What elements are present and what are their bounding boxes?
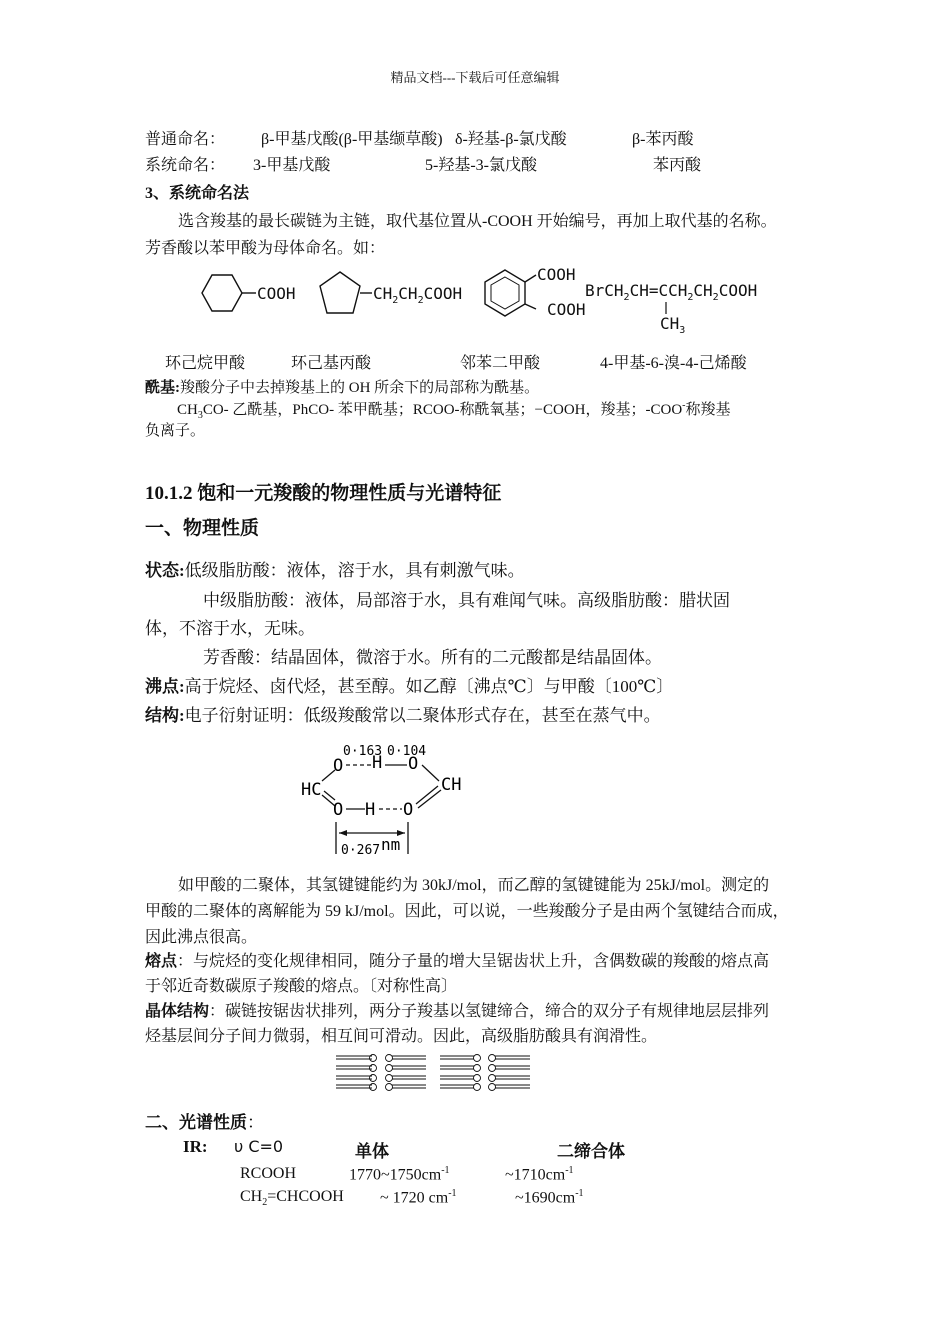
state-line-2: 中级脂肪酸：液体，局部溶于水，具有难闻气味。高级脂肪酸：腊状固 bbox=[203, 591, 730, 610]
ir-row-1-mono-sup: -1 bbox=[441, 1165, 450, 1176]
label-ch-a: CH bbox=[373, 284, 393, 303]
label-cooh-2: COOH bbox=[423, 284, 463, 303]
sub-2-a: 2 bbox=[392, 295, 399, 307]
ir-row-1-name: RCOOH bbox=[240, 1165, 297, 1182]
dimer-o-bottom-right: O bbox=[403, 800, 414, 820]
crystal-layer-diagram bbox=[336, 1052, 532, 1094]
label-cooh-3: COOH bbox=[718, 281, 758, 300]
acyl-examples-line2: 负离子。 bbox=[145, 423, 206, 439]
ir-row-2-mono-value: ~ 1720 cm bbox=[380, 1189, 449, 1207]
compound-name-3: 邻苯二甲酸 bbox=[460, 355, 541, 372]
ir-row-1-dimer-sup: -1 bbox=[565, 1165, 574, 1176]
dimer-hc: HC bbox=[301, 780, 322, 800]
cyclohexane-ring bbox=[202, 275, 242, 311]
acyl-definition: 羧酸分子中去掉羧基上的 OH 所余下的局部称为酰基。 bbox=[180, 380, 540, 396]
label-cooh-1: COOH bbox=[257, 284, 296, 303]
label-ch-c: CH bbox=[693, 281, 713, 300]
label-brch: BrCH bbox=[585, 281, 624, 300]
label-ch-ccch: CH=CCH bbox=[629, 281, 688, 300]
ir-row-1-mono-value: 1770~1750cm bbox=[349, 1166, 442, 1184]
ir-row-1-mono bbox=[349, 1165, 450, 1184]
section-3-para-line2: 芳香酸以苯甲酸为母体命名。如： bbox=[145, 240, 386, 257]
acyl-line bbox=[145, 376, 539, 397]
vc-label: υ C=0 bbox=[234, 1137, 284, 1156]
dimer-o-top-right: O bbox=[408, 754, 419, 774]
ir-row-2-dimer-value: ~1690cm bbox=[515, 1189, 576, 1207]
compound-name-4: 4-甲基-6-溴-4-己烯酸 bbox=[600, 355, 747, 372]
ir-label: IR: bbox=[183, 1137, 208, 1156]
ir-row-2-dimer-sup: -1 bbox=[575, 1188, 584, 1199]
label-ch3 bbox=[660, 314, 685, 336]
state-label: 状态: bbox=[145, 561, 185, 580]
structure-label: 结构: bbox=[145, 706, 185, 725]
system-name-2: 5-羟基-3-氯戊酸 bbox=[425, 157, 537, 174]
melting-label: 熔点 bbox=[145, 953, 178, 970]
crystal-line-1 bbox=[145, 998, 769, 1021]
physical-properties-heading: 一、物理性质 bbox=[145, 518, 260, 539]
common-name-1: β-甲基戊酸(β-甲基缬草酸) bbox=[261, 131, 443, 148]
ir-row-1-dimer bbox=[505, 1165, 574, 1184]
boiling-point-text: 高于烷烃、卤代烃，甚至醇。如乙醇〔沸点℃〕与甲酸〔100℃〕 bbox=[184, 677, 674, 696]
melting-text-1: ：与烷烃的变化规律相同，随分子量的增大呈锯齿状上升，含偶数碳的羧酸的熔点高 bbox=[177, 953, 770, 970]
system-name-3: 苯丙酸 bbox=[653, 157, 702, 174]
acyl-examples-sub: 3 bbox=[197, 410, 203, 421]
common-naming-label: 普通命名： bbox=[145, 131, 226, 148]
col-dimer: 二缔合体 bbox=[557, 1142, 625, 1161]
ir-row-1-dimer-value: ~1710cm bbox=[505, 1166, 566, 1184]
acyl-examples-sup: - bbox=[682, 400, 686, 411]
dimer-dist-163: 0·163 bbox=[343, 744, 383, 759]
ir-row-2-name bbox=[240, 1188, 344, 1208]
boiling-point-line bbox=[145, 672, 673, 697]
compound-name-1: 环己烷甲酸 bbox=[165, 355, 246, 372]
hbond-line-2: 甲酸的二聚体的离解能为 59 kJ/mol。因此，可以说，一些羧酸分子是由两个氢键结合而成， bbox=[145, 903, 789, 920]
dimer-dist-267: 0·267 bbox=[341, 843, 381, 858]
state-text-1: 低级脂肪酸：液体，溶于水，具有刺激气味。 bbox=[184, 561, 525, 580]
state-line-3: 体，不溶于水，无味。 bbox=[145, 619, 315, 638]
ir-row-2-dimer bbox=[515, 1188, 584, 1207]
dimer-o-top-left: O bbox=[333, 756, 344, 776]
system-naming-label: 系统命名： bbox=[145, 157, 226, 174]
label-ch-b: CH bbox=[398, 284, 418, 303]
label-ch2ch2cooh bbox=[373, 284, 462, 306]
acyl-examples-c: 称羧基 bbox=[685, 402, 731, 418]
boiling-point-label: 沸点: bbox=[145, 677, 185, 696]
page-header: 精品文档---下载后可任意编辑 bbox=[390, 70, 560, 85]
col-monomer: 单体 bbox=[355, 1142, 389, 1161]
common-name-3: β-苯丙酸 bbox=[632, 131, 694, 148]
melting-line-1 bbox=[145, 948, 769, 971]
acyl-label: 酰基: bbox=[145, 380, 180, 396]
acyl-examples-a: CH bbox=[177, 402, 198, 418]
spectra-colon: ： bbox=[247, 1113, 264, 1132]
dimer-ch: CH bbox=[441, 775, 462, 795]
formic-acid-dimer-diagram bbox=[295, 738, 485, 863]
cyclopentane-ring bbox=[320, 272, 360, 313]
dimer-h-top: H bbox=[372, 753, 383, 773]
section-3-heading: 3、系统命名法 bbox=[145, 185, 250, 202]
ir-row-2-name-a: CH bbox=[240, 1188, 263, 1205]
sub-2-e: 2 bbox=[712, 292, 719, 304]
dimer-o-bottom-left: O bbox=[333, 800, 344, 820]
label-cooh-bottom: COOH bbox=[547, 300, 586, 319]
sub-3: 3 bbox=[679, 325, 686, 337]
label-bromo-chain bbox=[585, 281, 757, 303]
label-cooh-top: COOH bbox=[537, 265, 576, 284]
section-3-para-line1: 选含羧基的最长碳链为主链，取代基位置从-COOH 开始编号，再加上取代基的名称。 bbox=[178, 213, 777, 230]
ir-row-2-name-sub: 2 bbox=[262, 1197, 268, 1209]
section-10-1-2-heading: 10.1.2 饱和一元羧酸的物理性质与光谱特征 bbox=[145, 483, 502, 504]
sub-2-b: 2 bbox=[417, 295, 424, 307]
state-line-1 bbox=[145, 556, 525, 581]
system-name-1: 3-甲基戊酸 bbox=[253, 157, 331, 174]
spectra-heading-line bbox=[145, 1108, 264, 1133]
hbond-line-1: 如甲酸的二聚体，其氢键键能约为 30kJ/mol，而乙醇的氢键键能为 25kJ/mol。测定的 bbox=[178, 877, 770, 894]
crystal-label: 晶体结构 bbox=[145, 1003, 210, 1020]
compound-name-2: 环己基丙酸 bbox=[291, 355, 372, 372]
ir-row-2-name-b: =CHCOOH bbox=[267, 1188, 344, 1205]
ir-row-2-mono bbox=[380, 1188, 457, 1207]
structure-line bbox=[145, 701, 661, 726]
spectra-heading: 二、光谱性质 bbox=[145, 1113, 247, 1132]
hbond-line-3: 因此沸点很高。 bbox=[145, 929, 258, 946]
sub-2-d: 2 bbox=[687, 292, 694, 304]
label-ch-d: CH bbox=[660, 314, 680, 333]
common-name-2: δ-羟基-β-氯戊酸 bbox=[455, 131, 567, 148]
state-line-4: 芳香酸：结晶固体，微溶于水。所有的二元酸都是结晶固体。 bbox=[203, 648, 662, 667]
crystal-text-1: ：碳链按锯齿状排列，两分子羧基以氢键缔合，缔合的双分子有规律地层层排列 bbox=[209, 1003, 770, 1020]
structure-text: 电子衍射证明：低级羧酸常以二聚体形式存在，甚至在蒸气中。 bbox=[184, 706, 661, 725]
acyl-examples-b: CO- 乙酰基，PhCO- 苯甲酰基；RCOO-称酰氧基；−COOH，羧基；-COO bbox=[202, 402, 683, 418]
crystal-line-2: 烃基层间分子间力微弱，相互间可滑动。因此，高级脂肪酸具有润滑性。 bbox=[145, 1028, 658, 1045]
acyl-examples bbox=[177, 398, 731, 421]
dimer-unit-nm: nm bbox=[381, 835, 401, 854]
ir-row-2-mono-sup: -1 bbox=[448, 1188, 457, 1199]
dimer-h-bottom: H bbox=[365, 800, 376, 820]
dimer-dist-104: 0·104 bbox=[387, 744, 427, 759]
melting-line-2: 于邻近奇数碳原子羧酸的熔点。〔对称性高〕 bbox=[145, 978, 458, 995]
sub-2-c: 2 bbox=[623, 292, 630, 304]
